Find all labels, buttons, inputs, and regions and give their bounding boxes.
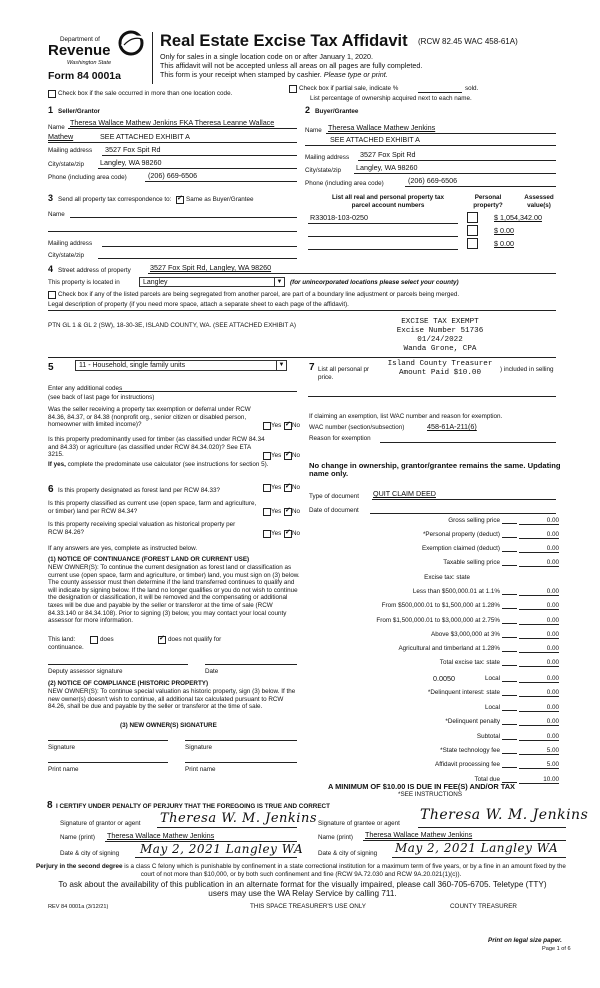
owner-signature-field-2[interactable] xyxy=(185,740,297,741)
grantor-date-label: Date & city of signing xyxy=(60,850,120,857)
tax-row-label: *State technology fee xyxy=(440,747,500,754)
tax-row-label: From $500,000.01 to $1,500,000 at 1.28% xyxy=(381,602,500,609)
assessed-col-header: Assessed value(s) xyxy=(524,194,554,209)
buyer-name-line-2 xyxy=(305,145,556,146)
buyer-mailing-line xyxy=(358,160,556,161)
tax-row-value-line xyxy=(519,666,559,667)
tax-row-leader xyxy=(502,537,517,538)
forest-yes-checkbox[interactable] xyxy=(263,484,271,492)
treasurer-use-only: THIS SPACE TREASURER'S USE ONLY xyxy=(250,903,366,910)
revenue-logo-icon xyxy=(118,30,146,56)
exemption-claim-label: If claiming an exemption, list WAC number and reason for exemption. xyxy=(309,413,503,420)
personal-property-field[interactable] xyxy=(308,396,556,397)
stamp-line-3: 01/24/2022 xyxy=(417,336,463,344)
owner-print-label-1: Print name xyxy=(48,766,79,773)
tax-row-leader xyxy=(502,523,517,524)
tax-row-value-line xyxy=(519,768,559,769)
buyer-exhibit-value[interactable]: SEE ATTACHED EXHIBIT A xyxy=(330,135,420,144)
personal-property-label: List all personal pr xyxy=(318,366,370,373)
tax-row-value-line xyxy=(519,609,559,610)
perjury-notice: Perjury in the second degree is a class C felony which is punishable by confinement in a state correctional institution for a maximum term of five years, or by a fine in an amount fixed by the court of not more than $10,000, or by both such confinement and fine (RCW 9A.72.030 and RCW 9A.20.021(1)(c)). xyxy=(36,863,566,878)
page-title: Real Estate Excise Tax Affidavit xyxy=(160,32,408,50)
tax-row-value[interactable]: 0.00 xyxy=(546,617,559,624)
does-qualify-checkbox[interactable] xyxy=(90,636,98,644)
section-7-number: 7 xyxy=(309,362,315,373)
legal-desc-label: Legal description of property (if you need more space, attach a separate sheet to each page of the affidavit). xyxy=(48,301,349,308)
forest-land-question: Is this property designated as forest land per RCW 84.33? xyxy=(58,487,221,494)
seller-heading: Seller/Grantor xyxy=(58,108,100,115)
county-treasurer-label: COUNTY TREASURER xyxy=(450,903,517,910)
tax-row-leader xyxy=(502,651,517,652)
grantee-date-label: Date & city of signing xyxy=(318,850,378,857)
corr-mailing-label: Mailing address xyxy=(48,240,93,247)
land-use-value: 11 - Household, single family units xyxy=(79,362,186,369)
grantor-signature-line xyxy=(157,827,297,828)
legal-paper-note: Print on legal size paper. xyxy=(488,937,562,944)
ownership-pct-note: List percentage of ownership acquired next to each name. xyxy=(310,95,472,102)
tax-row-leader xyxy=(502,753,517,754)
stamp-line-6: Amount Paid $10.00 xyxy=(398,369,482,377)
tax-row-label: Agricultural and timberland at 1.28% xyxy=(398,645,500,652)
tax-row-leader xyxy=(502,739,517,740)
tax-row-value-line xyxy=(519,538,559,539)
tax-row-value-line xyxy=(519,682,559,683)
header-divider xyxy=(152,32,153,84)
corr-mailing-field[interactable] xyxy=(102,246,297,247)
grantee-signature[interactable]: Theresa W. M. Jenkins xyxy=(420,807,589,823)
deputy-date-field[interactable] xyxy=(205,664,297,665)
header-line-1: Only for sales in a single location code on or after January 1, 2020. xyxy=(160,52,373,61)
tax-row-label: Gross selling price xyxy=(448,517,500,524)
buyer-city-label: City/state/zip xyxy=(305,167,342,174)
buyer-mailing-value[interactable]: 3527 Fox Spit Rd xyxy=(360,150,416,159)
owner-signature-field-1[interactable] xyxy=(48,740,168,741)
seller-mailing-value[interactable]: 3527 Fox Spit Rd xyxy=(105,145,161,154)
tax-row-value[interactable]: 5.00 xyxy=(546,761,559,768)
seller-city-line xyxy=(98,168,297,169)
doc-type-value[interactable]: QUIT CLAIM DEED xyxy=(373,489,436,498)
minimum-due-note: A MINIMUM OF $10.00 IS DUE IN FEE(S) AND/OR TAX xyxy=(328,782,515,791)
street-label: Street address of property xyxy=(58,267,131,274)
tax-row-leader xyxy=(502,623,517,624)
historic-yes-checkbox[interactable] xyxy=(263,530,271,538)
timber-if-yes: If yes, complete the predominate use calculator (see instructions for section 5). xyxy=(48,461,269,468)
tax-row-value[interactable]: 0.00 xyxy=(546,689,559,696)
tax-row-value-line xyxy=(519,624,559,625)
historic-yes-label: Yes xyxy=(271,530,282,537)
tax-row-value[interactable]: 0.00 xyxy=(546,531,559,538)
assessed-value-2[interactable]: $ 0.00 xyxy=(494,226,514,235)
parcel-number-3[interactable] xyxy=(308,249,458,250)
certify-statement: I CERTIFY UNDER PENALTY OF PERJURY THAT THE FOREGOING IS TRUE AND CORRECT xyxy=(56,803,330,810)
tax-row-value-line xyxy=(519,725,559,726)
deputy-signature-field[interactable] xyxy=(48,664,188,665)
rcw-reference: (RCW 82.45 WAC 458-61A) xyxy=(418,37,518,46)
tax-row-leader xyxy=(502,724,517,725)
seller-mailing-line xyxy=(102,155,297,156)
see-instructions-note: *SEE INSTRUCTIONS xyxy=(398,791,463,798)
buyer-name-line xyxy=(326,133,556,134)
tax-row-label: *Personal property (deduct) xyxy=(422,531,500,538)
tax-row-value[interactable]: 0.00 xyxy=(546,545,559,552)
current-use-yes-label: Yes xyxy=(271,508,282,515)
seller-exhibit-value[interactable]: SEE ATTACHED EXHIBIT A xyxy=(100,132,190,141)
grantee-signature-line xyxy=(418,827,566,828)
forest-no-label: No xyxy=(292,484,301,491)
chevron-down-icon: ▼ xyxy=(276,361,286,370)
segregated-label: Check box if any of the listed parcels are being segregated from another parcel, are part of a boundary line adjustment or parcels being merged. xyxy=(58,291,460,298)
tax-row-leader xyxy=(502,608,517,609)
alt-format-notice: To ask about the availability of this publication in an alternate format for the visually impaired, please call 360-705-6705. Teletype (TTY) users may use the WA Relay Service by calling 711. xyxy=(58,880,547,898)
stamp-line-5: Island County Treasurer xyxy=(387,360,493,368)
seller-city-label: City/state/zip xyxy=(48,161,85,168)
buyer-heading: Buyer/Grantee xyxy=(315,108,359,115)
corr-name-field[interactable] xyxy=(70,217,297,218)
notice-2-body: NEW OWNER(S): To continue special valuation as historic property, sign (3) below. If the new owner(s) doesn't wish to continue, all additional tax calculated pursuant to RCW 84.26, shall be due and payable by the seller or transferor at the time of sale. xyxy=(48,688,296,711)
header-line-2: This affidavit will not be accepted unless all areas on all pages are fully completed. xyxy=(160,61,423,70)
owner-print-field-1[interactable] xyxy=(48,762,168,763)
current-use-question: Is this property classified as current use (open space, farm and agriculture, or timber) land per RCW 84.34? xyxy=(48,500,257,515)
stamp-line-4: Wanda Grone, CPA xyxy=(403,345,477,353)
treasurer-stamp-bottom xyxy=(380,360,500,378)
tax-row-value[interactable]: 0.00 xyxy=(546,588,559,595)
grantor-signature-label: Signature of grantor or agent xyxy=(60,820,141,827)
dept-label: Department of xyxy=(60,36,100,43)
chevron-down-icon: ▼ xyxy=(274,278,284,286)
q2-yes-checkbox[interactable] xyxy=(263,452,271,460)
seller-name-value-2[interactable]: Mathew xyxy=(48,132,74,141)
seller-name-line xyxy=(68,128,297,129)
grantor-date-value[interactable]: May 2, 2021 Langley WA xyxy=(140,842,304,856)
corr-name-field-2[interactable] xyxy=(48,231,297,232)
seller-phone-label: Phone (including area code) xyxy=(48,174,127,181)
tax-row-value[interactable]: 0.00 xyxy=(546,675,559,682)
buyer-name-value[interactable]: Theresa Wallace Mathew Jenkins xyxy=(328,123,436,132)
grantee-name-value[interactable]: Theresa Wallace Mathew Jenkins xyxy=(365,830,473,839)
tax-row-value-line xyxy=(519,552,559,553)
q1-no-checkbox[interactable] xyxy=(284,422,292,430)
buyer-phone-line xyxy=(405,186,556,187)
tax-row-value-line xyxy=(519,783,559,784)
doc-date-field[interactable] xyxy=(370,513,556,514)
exemption-question: Was the seller receiving a property tax exemption or deferral under RCW 84.36, 84.37, or 84.38 (nonprofit org., senior citizen or disabled person, homeowner with limited income)? xyxy=(48,406,251,429)
tax-row-label: Affidavit processing fee xyxy=(435,761,500,768)
q2-no-label: No xyxy=(292,452,301,459)
treasurer-stamp xyxy=(380,318,500,354)
doc-date-label: Date of document xyxy=(309,507,359,514)
corr-name-label: Name xyxy=(48,211,65,218)
tax-row-value-line xyxy=(519,696,559,697)
tax-row-label: Above $3,000,000 at 3% xyxy=(431,631,500,638)
tax-row-leader xyxy=(502,767,517,768)
tax-row-label: Local xyxy=(484,704,500,711)
wac-value[interactable]: 458-61A-211(6) xyxy=(427,422,477,431)
seller-name-label: Name xyxy=(48,124,65,131)
land-use-select[interactable] xyxy=(75,360,287,371)
tax-row-value[interactable]: 0.00 xyxy=(546,659,559,666)
tax-row-leader xyxy=(502,637,517,638)
tax-row-value[interactable]: 0.00 xyxy=(546,559,559,566)
tax-row-label: *Delinquent penalty xyxy=(445,718,500,725)
assessed-value-1[interactable]: $ 1,054,342.00 xyxy=(494,213,542,222)
forest-no-checkbox[interactable] xyxy=(284,484,292,492)
located-label: This property is located in xyxy=(48,279,120,286)
section-5-number: 5 xyxy=(48,362,54,373)
parcel-number-2[interactable] xyxy=(308,236,458,237)
location-select[interactable] xyxy=(139,277,285,287)
buyer-phone-value[interactable]: (206) 669-6506 xyxy=(408,176,458,185)
see-back-note: (see back of last page for instructions) xyxy=(48,394,155,401)
personal-property-label-3: price. xyxy=(318,374,334,381)
seller-phone-value[interactable]: (206) 669-6506 xyxy=(148,171,198,180)
continuance-label: continuance. xyxy=(48,644,84,651)
legal-top-line xyxy=(48,310,556,311)
tax-row-label: From $1,500,000.01 to $3,000,000 at 2.75% xyxy=(376,617,500,624)
same-as-buyer-checkbox[interactable] xyxy=(176,196,184,204)
section-3-number: 3 xyxy=(48,193,54,203)
buyer-name-label: Name xyxy=(305,127,322,134)
sold-label: sold. xyxy=(465,85,479,92)
partial-sale-label: Check box if partial sale, indicate % xyxy=(299,85,399,92)
tax-row-label: Total due xyxy=(474,776,500,783)
assessed-value-3[interactable]: $ 0.00 xyxy=(494,239,514,248)
tax-row-value[interactable]: 0.00 xyxy=(546,631,559,638)
correspondence-label: Send all property tax correspondence to: xyxy=(58,196,172,203)
tax-row-value[interactable]: 0.00 xyxy=(546,517,559,524)
tax-row-value-line xyxy=(519,566,559,567)
section-2-number: 2 xyxy=(305,105,311,115)
tax-row-label: Taxable selling price xyxy=(443,559,500,566)
tax-row-label: Subtotal xyxy=(476,733,500,740)
stamp-line-1: EXCISE TAX EXEMPT xyxy=(401,318,479,326)
q1-yes-checkbox[interactable] xyxy=(263,422,271,430)
tax-row-leader xyxy=(502,594,517,595)
reason-label: Reason for exemption xyxy=(309,435,371,442)
multi-location-label: Check box if the sale occurred in more than one location code. xyxy=(58,90,233,97)
partial-sale-pct-field[interactable] xyxy=(418,92,462,93)
street-line xyxy=(148,273,556,274)
notice-1-title: (1) NOTICE OF CONTINUANCE (FOREST LAND OR CURRENT USE) xyxy=(48,556,250,563)
deputy-signature-label: Deputy assessor signature xyxy=(48,668,123,675)
personal-property-checkbox-1[interactable] xyxy=(467,212,478,223)
does-not-qualify-checkbox[interactable] xyxy=(158,636,166,644)
tax-row-label: Local xyxy=(484,675,500,682)
this-land-label: This land: xyxy=(48,636,76,643)
tax-row-leader xyxy=(502,681,517,682)
tax-row-value-line xyxy=(519,740,559,741)
grantee-signature-label: Signature of grantee or agent xyxy=(318,820,400,827)
corr-city-field[interactable] xyxy=(98,258,297,259)
tax-row-value[interactable]: 0.00 xyxy=(546,733,559,740)
tax-row-label: Exemption claimed (deduct) xyxy=(421,545,500,552)
tax-row-value-line xyxy=(519,652,559,653)
personal-property-label-2: ) included in selling xyxy=(500,366,554,373)
section-6-number: 6 xyxy=(48,484,54,495)
tax-row-value-line xyxy=(519,711,559,712)
notice-2-title: (2) NOTICE OF COMPLIANCE (HISTORIC PROPERTY) xyxy=(48,680,209,687)
tax-row-value-line xyxy=(519,638,559,639)
parcel-col-header: List all real and personal property tax parcel account numbers xyxy=(332,194,444,209)
grantor-name-label: Name (print) xyxy=(60,834,95,841)
owner-signature-label-1: Signature xyxy=(48,744,75,751)
tax-row-value-line xyxy=(519,754,559,755)
agency-logo-text: Revenue xyxy=(48,42,111,59)
segregated-checkbox[interactable] xyxy=(48,291,56,299)
current-use-no-checkbox[interactable] xyxy=(284,508,292,516)
q2-no-checkbox[interactable] xyxy=(284,452,292,460)
q2-yes-label: Yes xyxy=(271,452,282,459)
additional-codes-field[interactable] xyxy=(118,391,297,392)
form-number: Form 84 0001a xyxy=(48,70,121,82)
seller-mailing-label: Mailing address xyxy=(48,147,93,154)
partial-sale-checkbox[interactable] xyxy=(289,85,297,93)
grantor-name-value[interactable]: Theresa Wallace Mathew Jenkins xyxy=(107,831,215,840)
grantor-date-line xyxy=(135,857,297,858)
parcel-number-1[interactable]: R33018-103-0250 xyxy=(310,213,368,222)
buyer-phone-label: Phone (including area code) xyxy=(305,180,384,187)
header-line-3: This form is your receipt when stamped by cashier. xyxy=(160,70,322,79)
owner-print-label-2: Print name xyxy=(185,766,216,773)
section-1-number: 1 xyxy=(48,105,54,115)
historic-no-label: No xyxy=(292,530,301,537)
tax-row-label: Total excise tax: state xyxy=(439,659,500,666)
tax-row-label: Excise tax: state xyxy=(424,574,470,581)
does-not-qualify-label: does not qualify for xyxy=(168,636,222,643)
reason-value[interactable]: No change in ownership, grantor/grantee remains the same. Updating name only. xyxy=(309,461,561,479)
parcel-line-1 xyxy=(308,223,458,224)
state-label: Washington State xyxy=(67,60,112,66)
page-number: Page 1 of 6 xyxy=(542,946,571,952)
tax-row-leader xyxy=(502,551,517,552)
legal-bottom-line xyxy=(48,357,556,358)
seller-name-line-2 xyxy=(48,142,297,143)
tax-row-leader xyxy=(502,695,517,696)
section-8-number: 8 xyxy=(47,800,53,811)
tax-row-value[interactable]: 0.00 xyxy=(546,718,559,725)
stamp-line-2: Excise Number 51736 xyxy=(396,327,484,335)
tax-row-label: *Delinquent interest: state xyxy=(427,689,500,696)
section-4-number: 4 xyxy=(48,264,54,274)
buyer-city-value[interactable]: Langley, WA 98260 xyxy=(356,163,418,172)
if-yes-note: If any answers are yes, complete as instructed below. xyxy=(48,545,198,552)
tax-row-value[interactable]: 5.00 xyxy=(546,747,559,754)
tax-row-value[interactable]: 0.00 xyxy=(546,602,559,609)
seller-name-value[interactable]: Theresa Wallace Mathew Jenkins FKA Theresa Leanne Wallace xyxy=(70,118,275,127)
owner-signature-label-2: Signature xyxy=(185,744,212,751)
current-use-no-label: No xyxy=(292,508,301,515)
forest-yes-label: Yes xyxy=(271,484,282,491)
owner-print-field-2[interactable] xyxy=(185,762,297,763)
wac-label: WAC number (section/subsection) xyxy=(309,424,405,431)
tax-row-label: Less than $500,000.01 at 1.1% xyxy=(412,588,500,595)
seller-city-value[interactable]: Langley, WA 98260 xyxy=(100,158,162,167)
tax-row-value[interactable]: 0.00 xyxy=(546,704,559,711)
timber-question: Is this property predominantly used for timber (as classified under RCW 84.34 and 84.33) or agriculture (as classified under RCW 84.34.020)? See ETA 3215. xyxy=(48,436,265,459)
q1-no-label: No xyxy=(292,422,301,429)
doc-type-line xyxy=(372,499,556,500)
grantee-name-label: Name (print) xyxy=(318,834,353,841)
q1-yes-label: Yes xyxy=(271,422,282,429)
personal-property-checkbox-2[interactable] xyxy=(467,225,478,236)
seller-phone-line xyxy=(145,181,297,182)
tax-row-leader xyxy=(502,665,517,666)
notice-3-title: (3) NEW OWNER(S) SIGNATURE xyxy=(120,722,217,729)
historic-no-checkbox[interactable] xyxy=(284,530,292,538)
reason-line xyxy=(380,442,556,443)
tax-row-leader xyxy=(502,565,517,566)
personal-col-header: Personal property? xyxy=(473,194,503,209)
same-as-buyer-label: Same as Buyer/Grantee xyxy=(186,196,254,203)
deputy-date-label: Date xyxy=(205,668,219,675)
personal-property-checkbox-3[interactable] xyxy=(467,238,478,249)
grantee-date-value[interactable]: May 2, 2021 Langley WA xyxy=(395,841,559,855)
street-value[interactable]: 3527 Fox Spit Rd, Langley, WA 98260 xyxy=(150,263,272,272)
buyer-city-line xyxy=(354,173,556,174)
location-select-value: Langley xyxy=(143,279,168,286)
notice-1-body: NEW OWNER(S): To continue the current designation as forest land or classification as current use (open space, farm and agriculture, or timber) land, you must sign on (3) below. The county assessor must then determine if the land transferred continues to qualify and will indicate by signing below. If the land no longer qualifies or you do not wish to continue the designation or classification, it will be removed and the compensating or additional taxes will be due and payable by the seller or transferor at the time of sale (RCW 84.33.140 or 84.34.108). Prior to signing (3) below, you may contact your local county assessor for more information. xyxy=(48,564,300,625)
buyer-mailing-label: Mailing address xyxy=(305,154,350,161)
does-qualify-label: does xyxy=(100,636,114,643)
legal-desc-value[interactable]: PTN GL 1 & GL 2 (SW), 18-30-3E, ISLAND COUNTY, WA. (SEE ATTACHED EXHIBIT A) xyxy=(48,322,296,329)
historic-question: Is this property receiving special valuation as historical property per RCW 84.26? xyxy=(48,521,236,536)
rev-number: REV 84 0001a (3/12/21) xyxy=(48,904,109,910)
doc-type-label: Type of document xyxy=(309,493,360,500)
tax-row-value[interactable]: 0.00 xyxy=(546,645,559,652)
tax-row-value-line xyxy=(519,595,559,596)
tax-row-value-line xyxy=(519,524,559,525)
tax-row-value[interactable]: 10.00 xyxy=(543,776,559,783)
corr-city-label: City/state/zip xyxy=(48,252,85,259)
located-note: (for unincorporated locations please select your county) xyxy=(290,279,459,286)
local-rate-value[interactable]: 0.0050 xyxy=(433,674,455,683)
header-line-3-italic: Please type or print. xyxy=(323,70,388,79)
additional-codes-label: Enter any additional codes xyxy=(48,385,123,392)
current-use-yes-checkbox[interactable] xyxy=(263,508,271,516)
tax-row-leader xyxy=(502,710,517,711)
multi-location-checkbox[interactable] xyxy=(48,90,56,98)
grantor-signature[interactable]: Theresa W. M. Jenkins xyxy=(160,811,317,826)
grantee-date-line xyxy=(392,857,566,858)
